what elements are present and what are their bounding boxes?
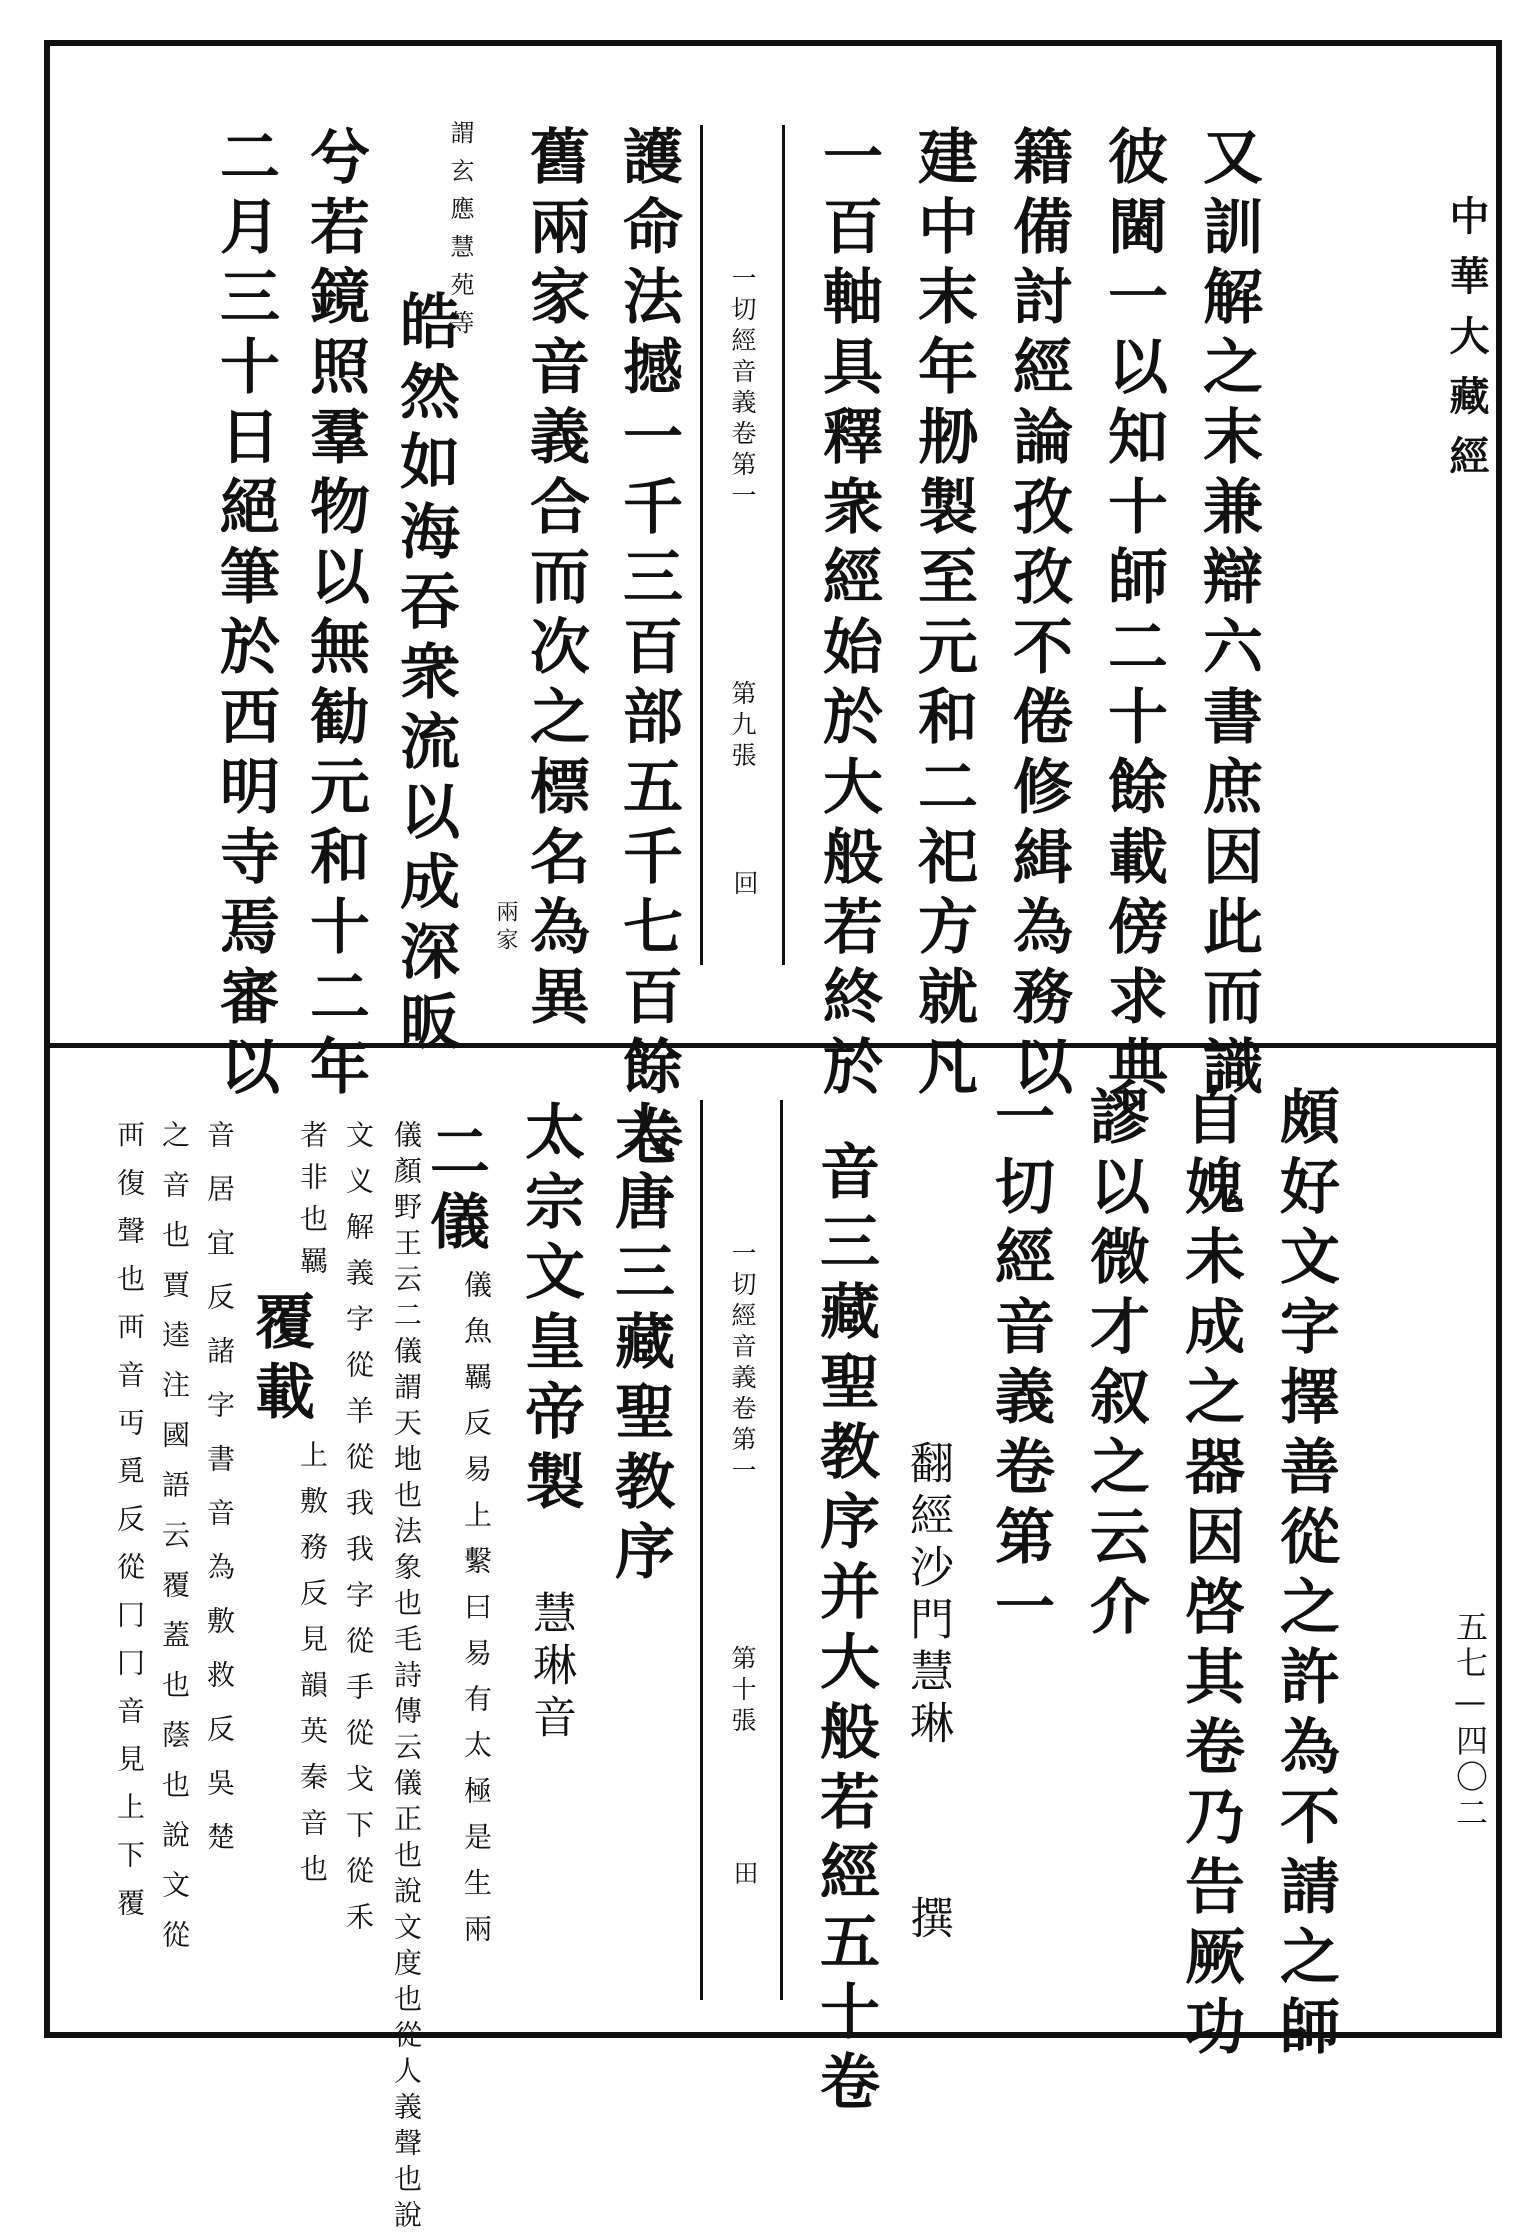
bottom-note-4: 者非也羈 [296, 1120, 329, 1288]
gutter-sheet-number: 第九張 [728, 680, 757, 773]
gutter-line-right [782, 125, 785, 965]
bottom-column-7: 大唐三藏聖教序 [605, 1100, 675, 1590]
bottom-note-8: 襾復聲也襾音丏覓反從冂冂音見上下覆 [113, 1120, 146, 1936]
bottom-note-6: 音居宜反諸字書音為敷救反吳楚 [203, 1120, 236, 1876]
bottom-compiled-mark: 撰 [902, 1895, 953, 1947]
bottom-translator: 翻經沙門慧琳 [902, 1440, 953, 1752]
gutter-line-left [700, 1100, 703, 2000]
gutter-mark: 回 [730, 870, 759, 901]
top-column-4: 建中末年刱製至元和二祀方就凡 [908, 125, 978, 1105]
bottom-column-8: 太宗文皇帝製 [515, 1100, 585, 1520]
top-column-8-note: 謂玄應慧苑等 [446, 120, 474, 348]
gutter-line-left [700, 125, 703, 965]
top-column-7: 舊兩家音義合而次之標名為異 [520, 125, 590, 1035]
top-column-10: 二月三十日絕筆於西明寺焉審以 [210, 125, 280, 1105]
top-column-3: 籍備討經論孜孜不倦修緝為務以 [1003, 125, 1073, 1105]
gutter-mark: 田 [730, 1860, 759, 1891]
bottom-note-5: 上敷務反見韻英秦音也 [296, 1440, 329, 1900]
bottom-headword-1: 二儀 [420, 1120, 490, 1260]
top-column-8: 皓然如海吞衆流以成深昄 [390, 290, 460, 1060]
bottom-author-line: 慧琳音 [525, 1590, 576, 1746]
top-column-2: 彼閫一以知十師二十餘載傍求典 [1098, 125, 1168, 1105]
top-column-5: 一百軸具釋衆經始於大般若終於 [813, 125, 883, 1105]
bottom-column-3: 謬以微才叙之云介 [1080, 1085, 1150, 1645]
gutter-line-right [780, 1100, 783, 2000]
page-number: 五七—四〇二 [1451, 1610, 1489, 1832]
bottom-column-4: 一切經音義卷第一 [985, 1085, 1055, 1645]
top-column-7-note: 兩家 [493, 900, 518, 956]
bottom-headword-2: 覆載 [245, 1290, 315, 1430]
bottom-note-1: 儀魚羈反易上繫曰易有太極是生兩 [460, 1270, 493, 1960]
top-column-9: 兮若鏡照羣物以無勧元和十二年 [300, 125, 370, 1105]
bottom-column-1: 頗好文字擇善從之許為不請之師 [1270, 1085, 1340, 2065]
bottom-note-2: 儀顏野王云二儀謂天地也法象也毛詩傳云儀正也說文度也從人義聲也說 [390, 1120, 423, 2236]
bottom-column-2: 自媿未成之器因啓其卷乃告厥功 [1175, 1085, 1245, 2065]
bottom-note-7: 之音也賈逵注國語云覆蓋也蔭也說文從 [158, 1120, 191, 1970]
bottom-note-3: 文义解義字從羊從我我字從手從戈下從禾 [342, 1120, 375, 1948]
gutter-title: 一切經音義卷第一 [728, 265, 757, 513]
top-column-6: 護命法撼一千三百部五千七百餘卷 [613, 125, 683, 1175]
collection-title: 中華大藏經 [1443, 195, 1490, 495]
gutter-title: 一切經音義卷第一 [728, 1240, 757, 1488]
top-column-1: 又訓解之末兼辯六書庶因此而識 [1193, 125, 1263, 1105]
bottom-column-6: 音三藏聖教序并大般若經五十卷 [810, 1140, 880, 2120]
gutter-sheet-number: 第十張 [728, 1645, 757, 1738]
